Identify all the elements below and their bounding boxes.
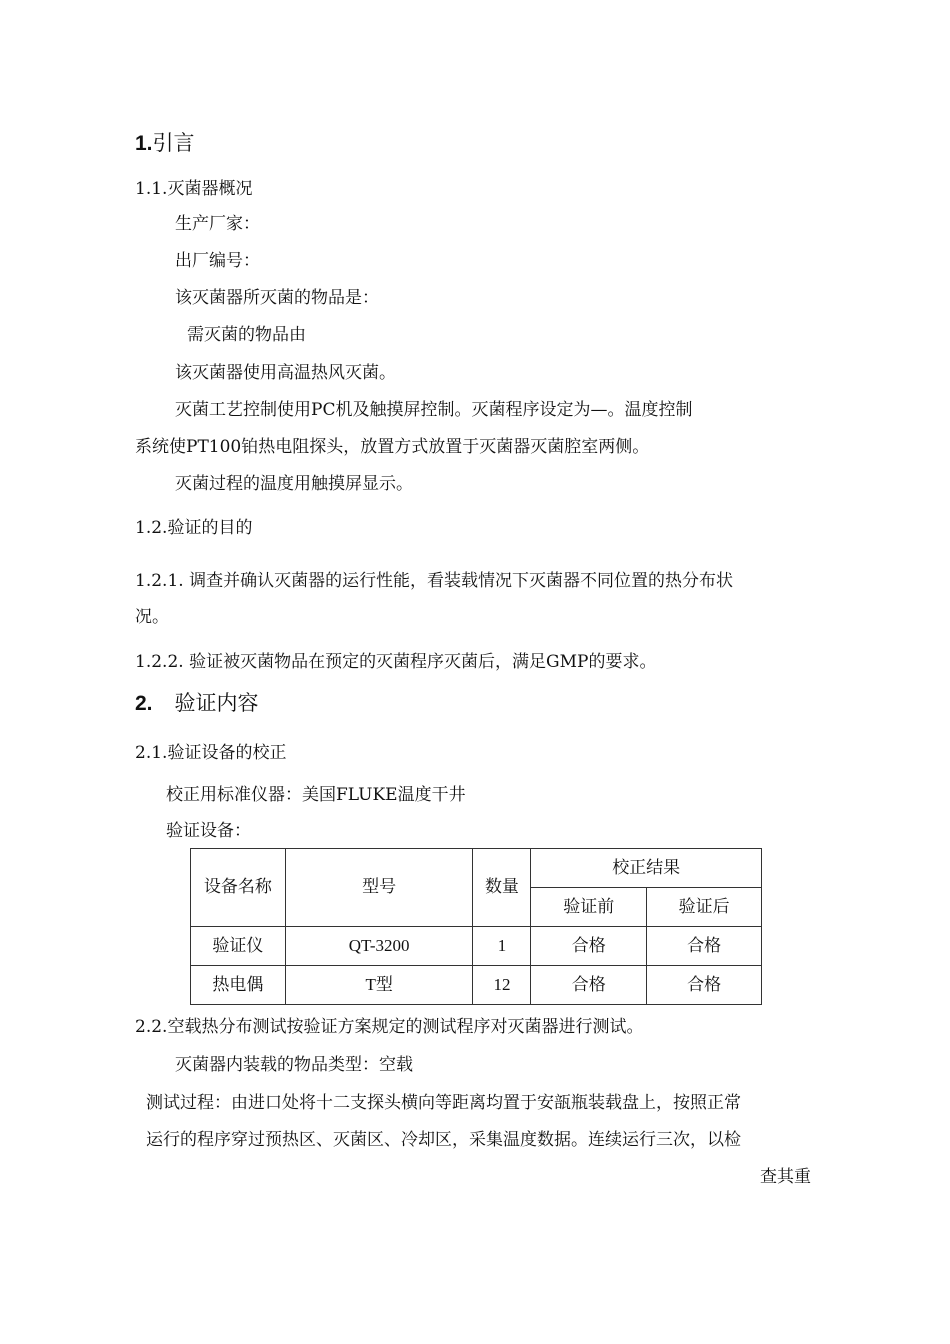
subsection-heading: 1.2.验证的目的 [135, 518, 253, 538]
section-heading-2 [135, 690, 259, 717]
header-result: 校正结果 [531, 849, 762, 888]
equipment-label: 验证设备： [166, 821, 251, 841]
cell-after: 合格 [647, 966, 762, 1005]
subsection-heading: 2.2.空载热分布测试按验证方案规定的测试程序对灭菌器进行测试。 [135, 1017, 644, 1037]
cell-before: 合格 [531, 966, 647, 1005]
header-after: 验证后 [647, 888, 762, 927]
cell-after: 合格 [647, 927, 762, 966]
section-number: 1. [135, 132, 153, 155]
header-model: 型号 [285, 849, 473, 927]
cell-before: 合格 [531, 927, 647, 966]
cell-name: 验证仪 [191, 927, 286, 966]
purpose-1-line-2: 况。 [135, 607, 169, 627]
equipment-table [190, 848, 762, 1005]
cell-qty: 12 [473, 966, 531, 1005]
section-heading-1 [135, 130, 195, 157]
section-title: 验证内容 [174, 692, 259, 715]
procedure-line-3: 查其重 [760, 1167, 811, 1187]
purpose-1-line-1: 1.2.1. 调查并确认灭菌器的运行性能，看装载情况下灭菌器不同位置的热分布状 [135, 571, 734, 591]
cell-qty: 1 [473, 927, 531, 966]
display-line: 灭菌过程的温度用触摸屏显示。 [175, 474, 413, 494]
load-type-line: 灭菌器内装载的物品类型：空载 [175, 1055, 413, 1075]
method-line: 该灭菌器使用高温热风灭菌。 [175, 363, 396, 383]
purpose-2-line: 1.2.2. 验证被灭菌物品在预定的灭菌程序灭菌后，满足GMP的要求。 [135, 652, 657, 672]
subsection-heading: 2.1.验证设备的校正 [135, 743, 287, 763]
standard-instrument-line: 校正用标准仪器：美国FLUKE温度干井 [166, 785, 466, 805]
table-header-row [191, 849, 762, 888]
manufacturer-line: 生产厂家： [175, 214, 260, 234]
control-line-1: 灭菌工艺控制使用PC机及触摸屏控制。灭菌程序设定为—。温度控制 [175, 400, 693, 420]
procedure-line-2: 运行的程序穿过预热区、灭菌区、冷却区，采集温度数据。连续运行三次，以检 [146, 1130, 741, 1150]
header-before: 验证前 [531, 888, 647, 927]
cell-name: 热电偶 [191, 966, 286, 1005]
section-number: 2. [135, 692, 153, 715]
procedure-line-1: 测试过程：由进口处将十二支探头横向等距离均置于安瓿瓶装载盘上，按照正常 [146, 1093, 741, 1113]
header-name: 设备名称 [191, 849, 286, 927]
subsection-heading: 1.1.灭菌器概况 [135, 179, 253, 199]
header-qty: 数量 [473, 849, 531, 927]
cell-model: T型 [285, 966, 473, 1005]
section-title: 引言 [152, 132, 195, 155]
cell-model: QT-3200 [285, 927, 473, 966]
table-row [191, 927, 762, 966]
items-label: 该灭菌器所灭菌的物品是： [175, 288, 379, 308]
items-by-line: 需灭菌的物品由 [187, 325, 306, 345]
table-row [191, 966, 762, 1005]
control-line-2: 系统使PT100铂热电阻探头，放置方式放置于灭菌器灭菌腔室两侧。 [135, 437, 650, 457]
serial-line: 出厂编号： [175, 251, 260, 271]
